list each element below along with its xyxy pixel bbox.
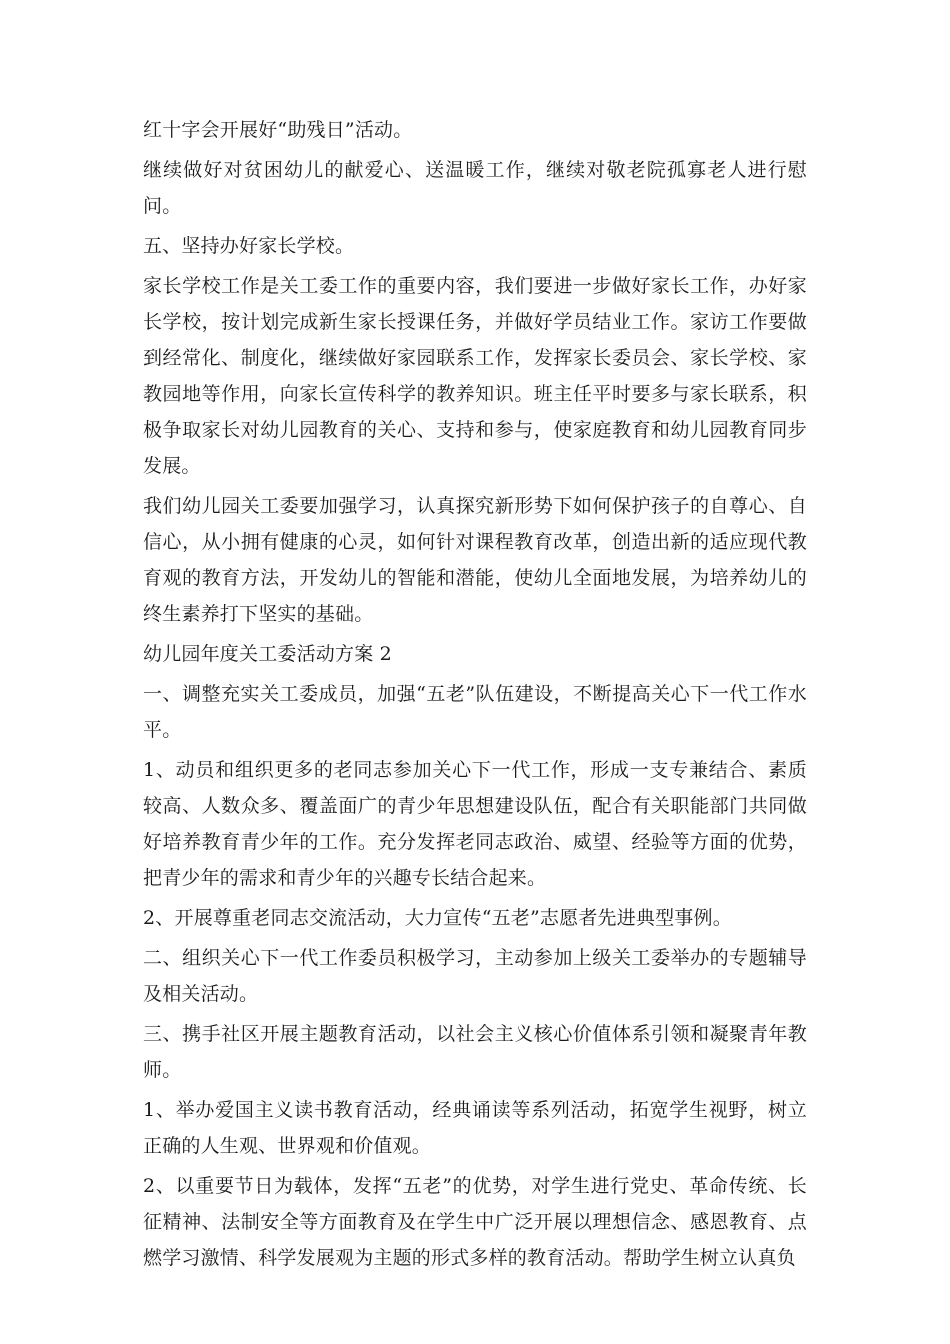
paragraph: 继续做好对贫困幼儿的献爱心、送温暖工作，继续对敬老院孤寡老人进行慰问。 bbox=[143, 159, 807, 217]
paragraph: 2、以重要节日为载体，发挥“五老”的优势，对学生进行党史、革命传统、长征精神、法制安全等方面教育及在学生中广泛开展以理想信念、感恩教育、点燃学习激情、科学发展观为主题的形式多样的教育活动。帮助学生树立认真负 bbox=[143, 1175, 807, 1269]
section-heading: 一、调整充实关工委成员，加强“五老”队伍建设，不断提高关心下一代工作水平。 bbox=[143, 683, 807, 741]
paragraph: 家长学校工作是关工委工作的重要内容，我们要进一步做好家长工作，办好家长学校，按计划完成新生家长授课任务，并做好学员结业工作。家访工作要做到经常化、制度化，继续做好家园联系工作，发挥家长委员会、家长学校、家教园地等作用，向家长宣传科学的教养知识。班主任平时要多与家长联系，积极争取家长对幼儿园教育的关心、支持和参与，使家庭教育和幼儿园教育同步发展。 bbox=[143, 275, 807, 477]
paragraph: 2、开展尊重老同志交流活动，大力宣传“五老”志愿者先进典型事例。 bbox=[143, 907, 732, 929]
document-body bbox=[143, 112, 807, 1280]
paragraph: 1、举办爱国主义读书教育活动，经典诵读等系列活动，拓宽学生视野，树立正确的人生观、世界观和价值观。 bbox=[143, 1099, 807, 1157]
paragraph: 红十字会开展好“助残日”活动。 bbox=[143, 119, 413, 141]
section-heading: 二、组织关心下一代工作委员积极学习，主动参加上级关工委举办的专题辅导及相关活动。 bbox=[143, 947, 807, 1005]
paragraph: 我们幼儿园关工委要加强学习，认真探究新形势下如何保护孩子的自尊心、自信心，从小拥有健康的心灵，如何针对课程教育改革，创造出新的适应现代教育观的教育方法，开发幼儿的智能和潜能，使幼儿全面地发展，为培养幼儿的终生素养打下坚实的基础。 bbox=[143, 495, 807, 625]
paragraph: 1、动员和组织更多的老同志参加关心下一代工作，形成一支专兼结合、素质较高、人数众多、覆盖面广的青少年思想建设队伍，配合有关职能部门共同做好培养教育青少年的工作。充分发挥老同志政治、威望、经验等方面的优势，把青少年的需求和青少年的兴趣专长结合起来。 bbox=[143, 759, 807, 889]
section-heading: 三、携手社区开展主题教育活动，以社会主义核心价值体系引领和凝聚青年教师。 bbox=[143, 1023, 807, 1081]
document-title: 幼儿园年度关工委活动方案 2 bbox=[143, 643, 392, 665]
section-heading: 五、坚持办好家长学校。 bbox=[143, 235, 355, 257]
